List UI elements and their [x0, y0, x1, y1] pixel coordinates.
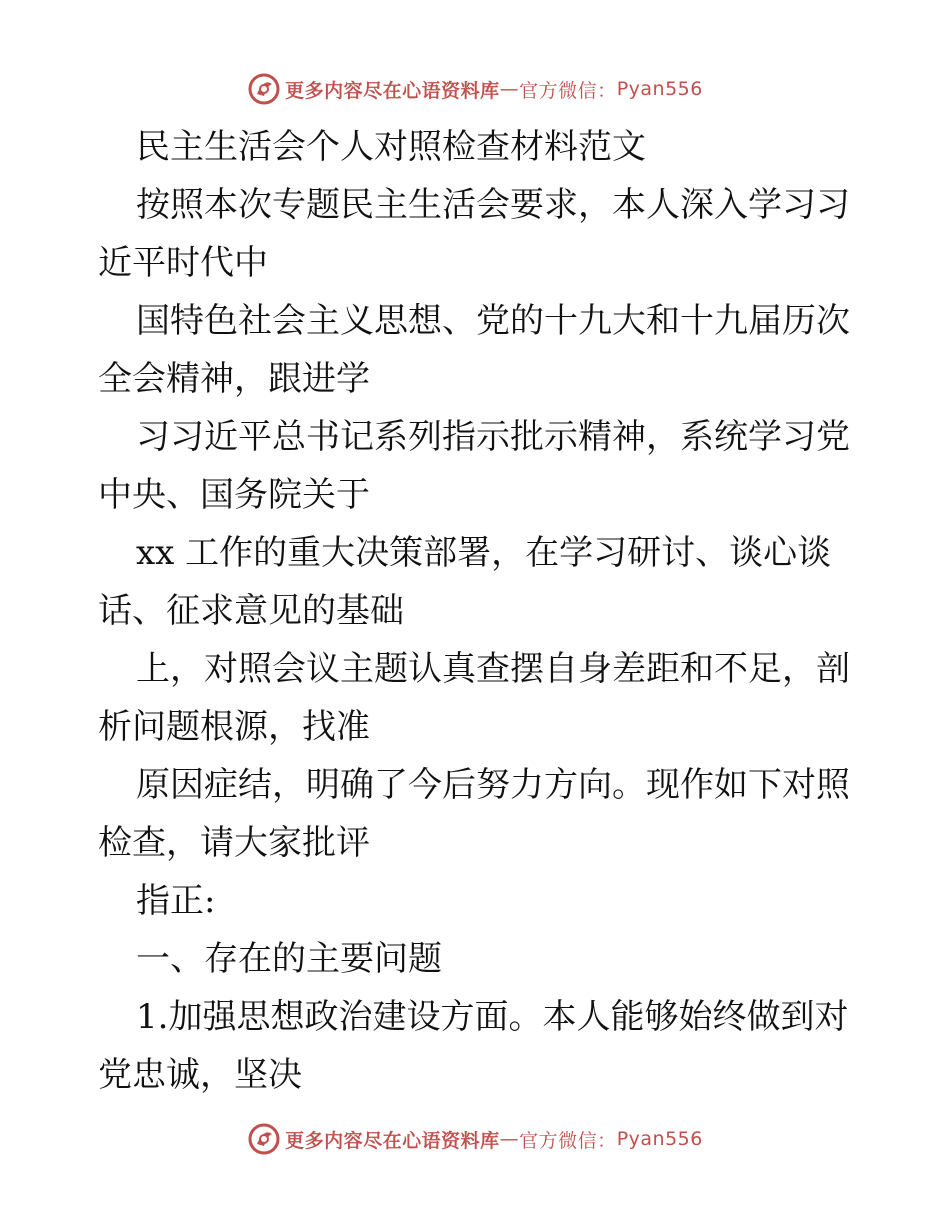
watermark-wechat-label: 官方微信：: [519, 1129, 617, 1152]
text-line: xx 工作的重大决策部署，在学习研讨、谈心谈: [136, 533, 832, 573]
text-line: 按照本次专题民主生活会要求，本人深入学习习: [136, 185, 850, 225]
paragraph: [98, 988, 858, 1104]
swirl-logo-icon: [247, 72, 281, 106]
text-line: 习习近平总书记系列指示批示精神，系统学习党: [136, 417, 850, 457]
text-line: 1.加强思想政治建设方面。本人能够始终做到对: [136, 997, 849, 1037]
watermark-header: [0, 72, 950, 106]
watermark-wechat-id: Pyan556: [616, 1128, 703, 1150]
document-body: [98, 118, 858, 1104]
watermark-footer: [0, 1122, 950, 1156]
paragraph: [98, 408, 858, 524]
swirl-logo-icon: [247, 1122, 281, 1156]
text-line: 中央、国务院关于: [98, 475, 370, 515]
watermark-dash: —: [499, 78, 520, 100]
text-line: 党忠诚，坚决: [98, 1055, 302, 1095]
text-line: 近平时代中: [98, 243, 268, 283]
paragraph: [98, 640, 858, 756]
watermark-wechat-label: 官方微信：: [519, 79, 617, 102]
text-line: 析问题根源，找准: [98, 707, 370, 747]
paragraph: [98, 524, 858, 640]
paragraph: [98, 930, 858, 988]
watermark-main-text: 更多内容尽在心语资料库: [285, 1129, 500, 1152]
text-line: 全会精神，跟进学: [98, 359, 370, 399]
text-line: 话、征求意见的基础: [98, 591, 404, 631]
paragraph: [98, 292, 858, 408]
text-line: 指正:: [136, 881, 216, 921]
watermark-dash: —: [499, 1128, 520, 1150]
paragraph-list: [98, 176, 858, 1104]
text-line: 上，对照会议主题认真查摆自身差距和不足，剖: [136, 649, 850, 689]
text-line: 原因症结，明确了今后努力方向。现作如下对照: [136, 765, 850, 805]
text-line: 检查，请大家批评: [98, 823, 370, 863]
text-line: 国特色社会主义思想、党的十九大和十九届历次: [136, 301, 850, 341]
document-title: 民主生活会个人对照检查材料范文: [136, 127, 646, 167]
text-line: 一、存在的主要问题: [136, 939, 442, 979]
paragraph: [98, 176, 858, 292]
paragraph: [98, 756, 858, 872]
watermark-main-text: 更多内容尽在心语资料库: [285, 79, 500, 102]
paragraph: [98, 872, 858, 930]
watermark-wechat-id: Pyan556: [616, 78, 703, 100]
